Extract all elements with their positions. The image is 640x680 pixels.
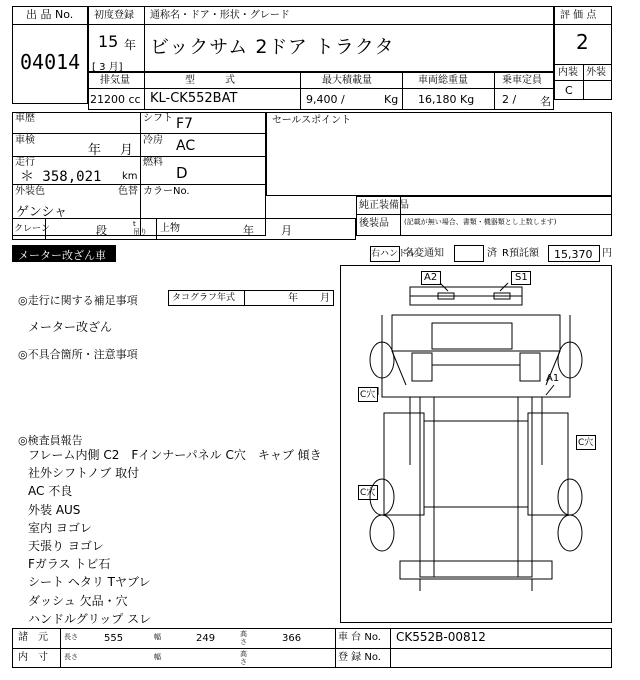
r-ledger-amount: 15,370	[554, 248, 593, 261]
gross-weight-label: 車両総重量	[418, 75, 468, 86]
displacement-label: 排気量	[100, 75, 130, 86]
crane-stage-label: 段	[96, 224, 107, 237]
reg-year: 15	[98, 32, 119, 51]
height-label: 高さ	[240, 630, 247, 646]
divider	[12, 133, 266, 134]
grade-label: 評 価 点	[560, 10, 597, 21]
divider	[554, 24, 612, 25]
aftermarket-note: (記載が無い場合、書類・機器類とし上数します)	[404, 218, 557, 226]
divider	[494, 72, 495, 110]
ext-color-label: 外装色	[15, 186, 45, 197]
reg-no-label: 登 録 No.	[338, 652, 381, 663]
max-load-unit: Kg	[384, 93, 399, 106]
model-code: KL-CK552BAT	[150, 91, 238, 106]
color-code-label: カラーNo.	[143, 186, 190, 197]
name-change-box	[454, 245, 484, 262]
sales-point-label: セールスポイント	[272, 115, 352, 126]
divider	[144, 6, 145, 72]
fuel-label: 燃料	[143, 157, 163, 168]
length-label-2: 長さ	[64, 653, 78, 661]
report-line: ハンドルグリップ スレ	[28, 611, 152, 626]
tampered-banner-text: メーター改ざん車	[18, 249, 106, 262]
marker-a2-text: A2	[424, 272, 438, 283]
height-label-2: 高さ	[240, 650, 247, 666]
inspection-label: 車検	[15, 135, 35, 146]
inspection-year: 年	[88, 143, 102, 158]
divider	[402, 72, 403, 110]
tach-month: 月	[320, 293, 330, 304]
tach-year: 年	[288, 293, 298, 304]
divider	[12, 648, 612, 649]
marker-c-hole-1-text: C穴	[360, 390, 376, 400]
divider	[144, 72, 145, 110]
r-ledger-label: R預託額	[502, 248, 539, 259]
capacity-unit: 名	[540, 95, 551, 108]
divider	[583, 64, 584, 100]
cooling-label: 冷房	[143, 135, 163, 146]
length-value: 555	[104, 633, 124, 644]
cooling-value: AC	[176, 138, 196, 154]
lot-number: 04014	[20, 50, 81, 74]
inspector-report	[28, 446, 322, 628]
mileage-label: 走行	[15, 157, 35, 168]
divider	[12, 156, 266, 157]
crane-label: クレーン	[14, 224, 50, 234]
vehicle-name: ビックサム 2ドア トラクタ	[150, 36, 395, 58]
length-label: 長さ	[64, 633, 78, 641]
report-line: フレーム内側 C2 Fインナーパネル C穴 キャブ 傾き	[28, 448, 322, 462]
first-reg-label: 初度登録	[94, 10, 134, 21]
interior-grade: C	[565, 84, 573, 97]
marker-a1-text: A1	[546, 373, 560, 384]
shift-value: F7	[176, 116, 193, 132]
displacement-value: 21200 cc	[90, 93, 141, 106]
report-line: 天張り ヨゴレ	[28, 539, 104, 554]
yen-label: 円	[602, 248, 612, 259]
max-load-label: 最大積載量	[322, 75, 372, 86]
divider	[356, 214, 612, 215]
defects-heading: ◎不具合箇所・注意事項	[18, 348, 138, 361]
marker-c-hole-2-text: C穴	[578, 438, 594, 448]
supp-run-heading: ◎走行に関する補足事項	[18, 294, 138, 307]
upper-label: 上物	[160, 223, 180, 234]
chassis-no-value: CK552B-00812	[396, 630, 486, 644]
report-line: 社外シフトノブ 取付	[28, 466, 140, 481]
divider	[335, 628, 336, 668]
upper-year-unit: 年	[243, 224, 254, 237]
shaken-label: 済	[487, 248, 497, 259]
report-line: AC 不良	[28, 484, 73, 499]
exterior-label: 外装	[586, 67, 606, 78]
divider	[156, 218, 157, 240]
color-no-label: 色替	[118, 186, 138, 197]
tampered-text: メーター改ざん	[28, 320, 113, 334]
marker-s1-text: S1	[515, 272, 528, 283]
divider	[244, 290, 245, 306]
name-change-label: 名変通知	[404, 248, 444, 259]
width-label-2: 幅	[154, 653, 161, 661]
chassis-no-label: 車 台 No.	[338, 632, 381, 643]
report-line: ダッシュ 欠品・穴	[28, 593, 128, 608]
report-line: 室内 ヨゴレ	[28, 520, 92, 535]
grade-value: 2	[576, 30, 589, 54]
model-label: 型 式	[185, 75, 235, 86]
history-label: 車歴	[15, 113, 35, 124]
genuine-equip-label: 純正装備品	[359, 200, 409, 211]
interior-row-label: 内 寸	[18, 652, 48, 663]
interior-label: 内装	[558, 67, 578, 78]
report-line: 外装 AUS	[28, 502, 81, 517]
divider	[60, 628, 61, 668]
height-value: 366	[282, 633, 302, 644]
truck-diagram	[340, 265, 612, 623]
shift-label: シフト	[143, 113, 173, 124]
divider	[390, 628, 391, 668]
capacity-value: 2 /	[502, 93, 517, 106]
right-handle-label: 右ハンドル	[371, 249, 417, 259]
model-name-header: 通称名・ドア・形状・グレード	[150, 10, 290, 21]
report-line: シート ヘタリ Tヤブレ	[28, 575, 151, 590]
divider	[88, 88, 554, 89]
specs-label: 諸 元	[18, 632, 48, 643]
hoist-label: t 吊り	[133, 220, 147, 236]
fuel-value: D	[176, 164, 188, 182]
reg-month: [ 3 月]	[92, 62, 123, 73]
divider	[300, 72, 301, 110]
capacity-label: 乗車定員	[502, 75, 542, 86]
divider	[12, 24, 88, 25]
lot-no-label: 出 品 No.	[26, 8, 74, 21]
report-line: Fガラス トビ石	[28, 557, 111, 572]
mileage-value: ＊ 358,021	[20, 169, 102, 185]
inspector-heading: ◎検査員報告	[18, 434, 83, 447]
marker-c-hole-3-text: C穴	[360, 488, 376, 498]
mileage-unit: km	[122, 171, 138, 182]
upper-month-unit: 月	[281, 224, 292, 237]
width-value: 249	[196, 633, 216, 644]
aftermarket-label: 後装品	[359, 218, 389, 229]
tachograph-label: タコグラフ年式	[172, 293, 236, 303]
gross-weight-value: 16,180 Kg	[418, 93, 475, 106]
inspection-month: 月	[120, 143, 134, 158]
max-load-value: 9,400 /	[306, 93, 345, 106]
ext-color-value: ゲンシャ	[16, 205, 68, 220]
reg-year-unit: 年	[124, 38, 137, 52]
crane-box	[12, 218, 356, 240]
width-label: 幅	[154, 633, 161, 641]
divider	[88, 24, 554, 25]
